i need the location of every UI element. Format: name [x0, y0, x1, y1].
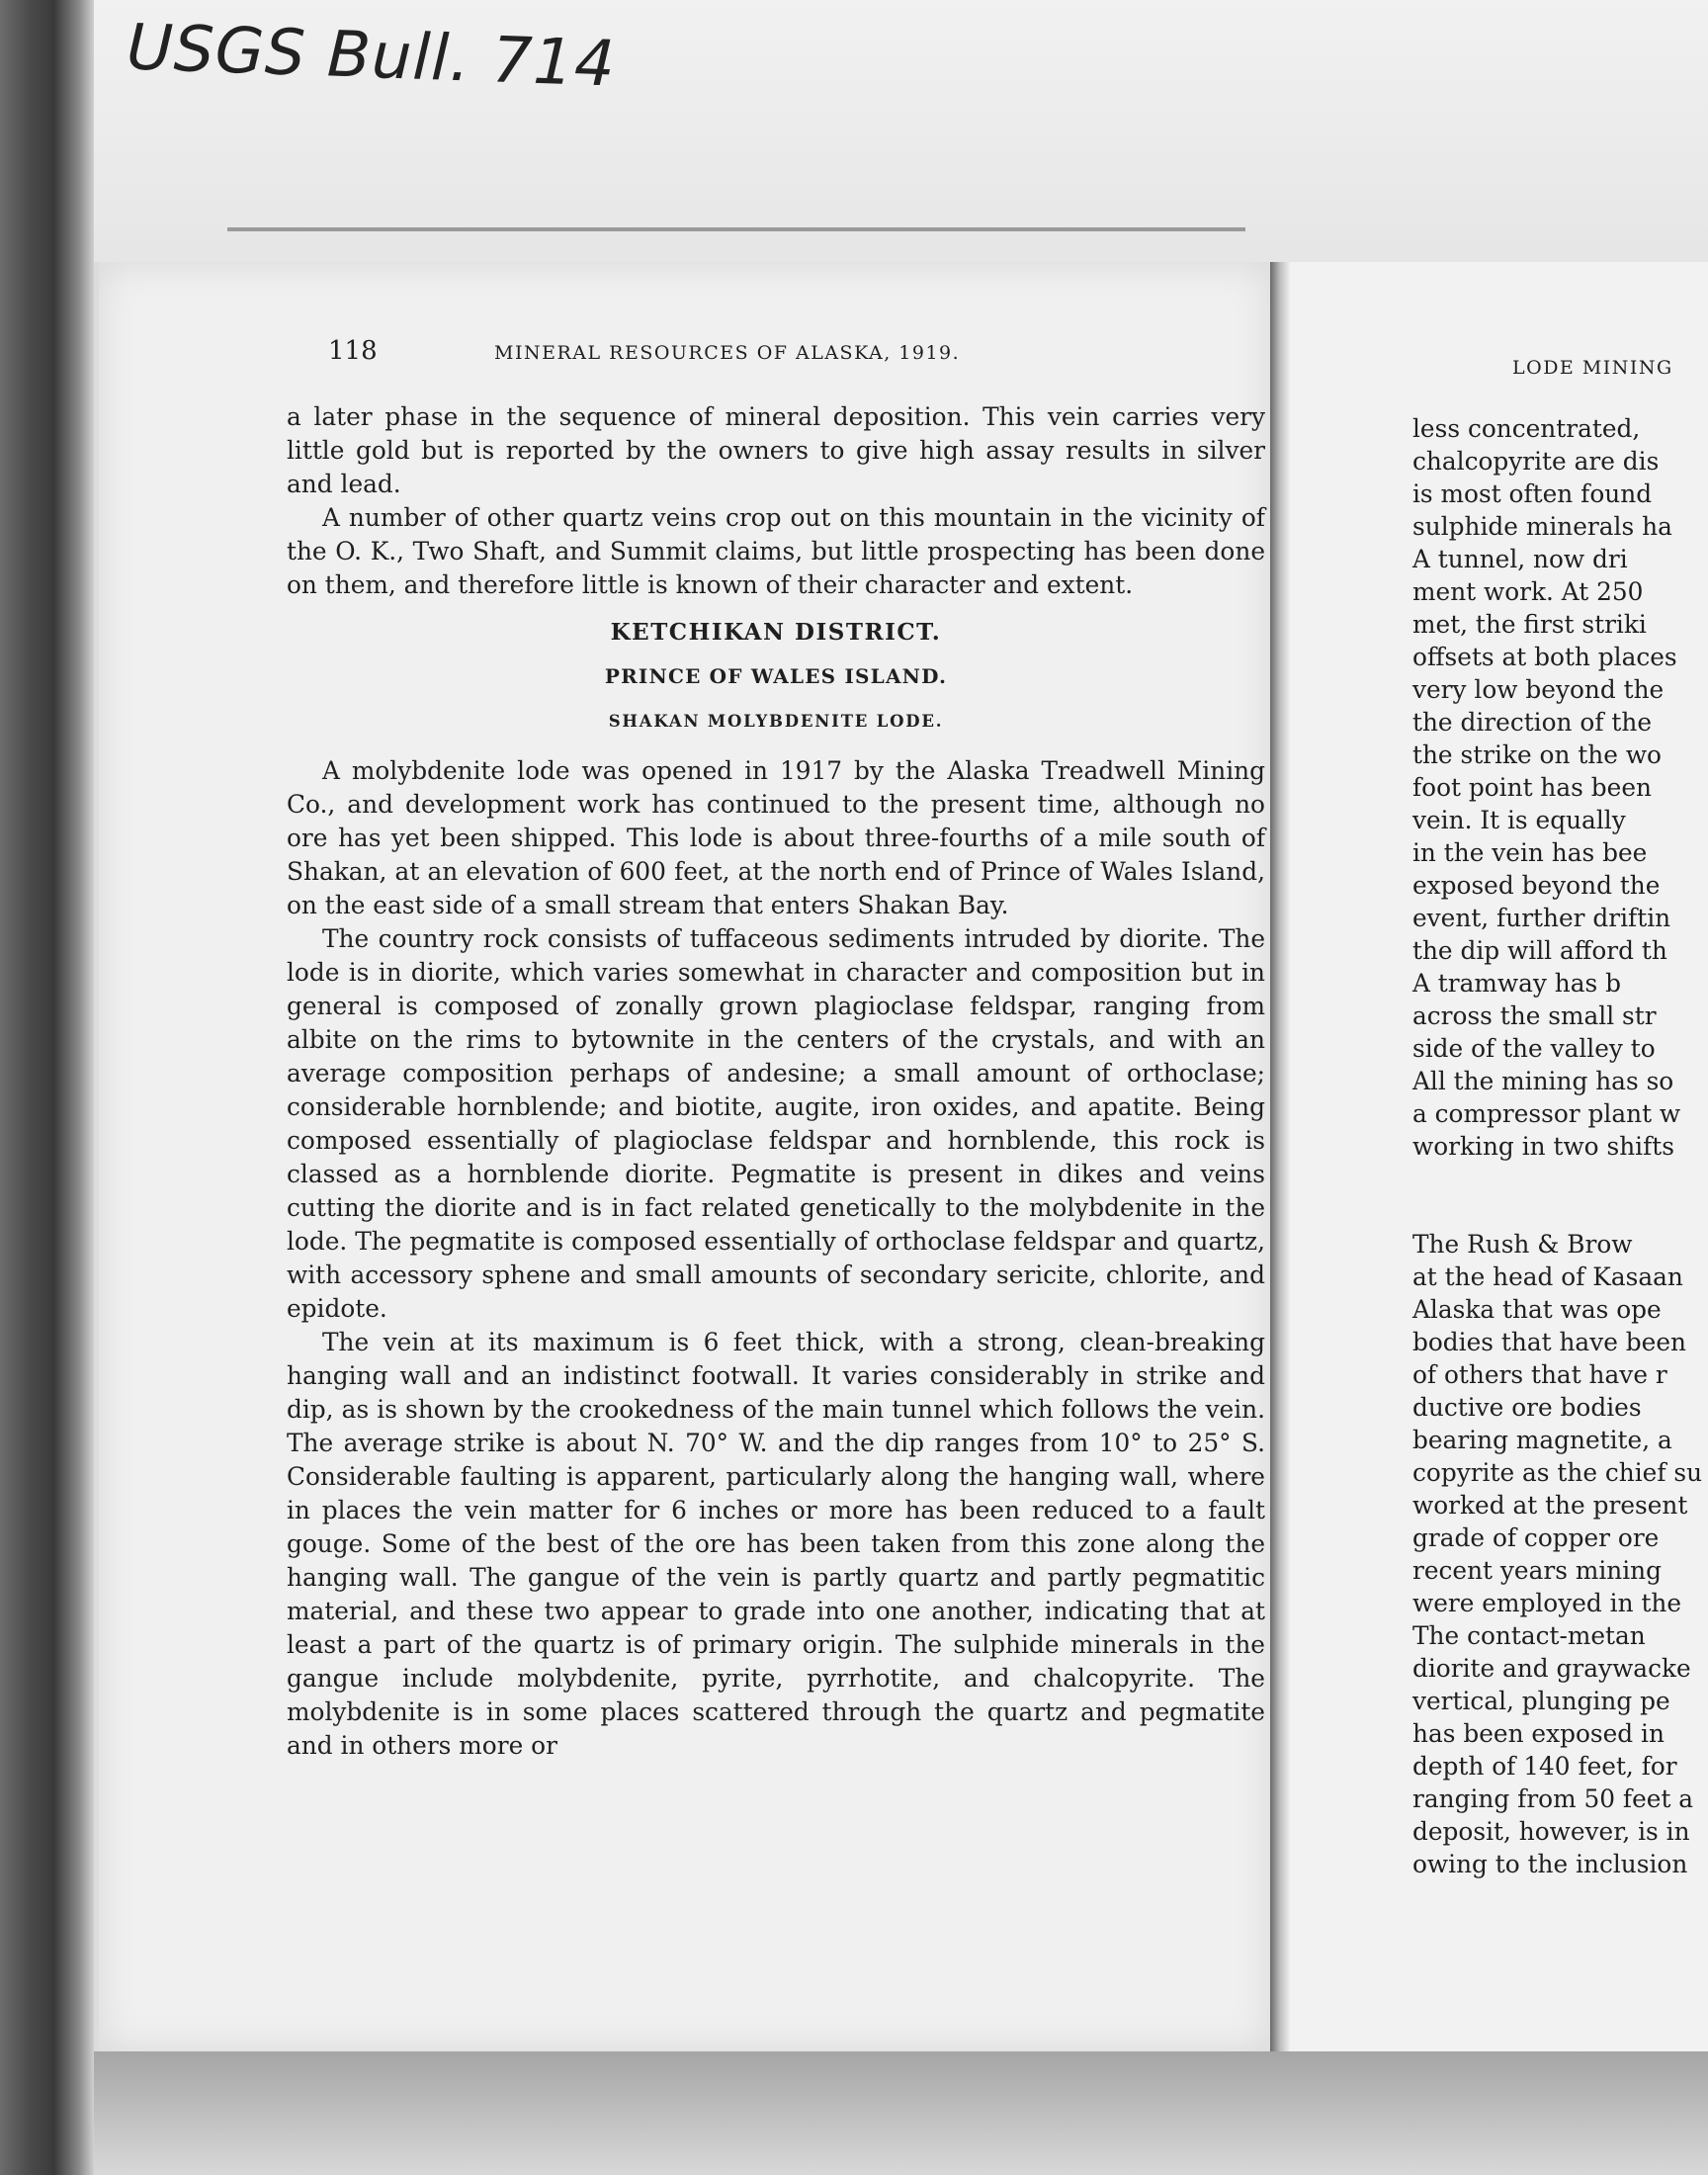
text-line: the strike on the wo — [1412, 740, 1662, 769]
right-page-text — [1412, 412, 1702, 1880]
text-line: met, the first striki — [1412, 610, 1647, 639]
paragraph: A molybdenite lode was opened in 1917 by the Alaska Treadwell Mining Co., and development work has continued to the present time, although no ore has yet been shipped. This lode is about three-fourths of a mile south of Shakan, at an elevation of 600 feet, at the north end of Prince of Wales Island, on the east side of a small stream that enters Shakan Bay. — [287, 756, 1265, 919]
text-line: ductive ore bodies — [1412, 1393, 1642, 1422]
text-line: bearing magnetite, a — [1412, 1426, 1672, 1454]
section-gap — [1412, 1163, 1702, 1228]
text-line: in the vein has bee — [1412, 838, 1648, 867]
text-line: copyrite as the chief su — [1412, 1458, 1703, 1487]
text-line: were employed in the — [1412, 1589, 1682, 1617]
text-line: worked at the present — [1412, 1491, 1688, 1520]
text-line: side of the valley to — [1412, 1034, 1656, 1063]
text-line: sulphide minerals ha — [1412, 512, 1672, 541]
text-line: at the head of Kasaan — [1412, 1262, 1683, 1291]
text-line: offsets at both places — [1412, 643, 1677, 671]
text-line: across the small str — [1412, 1001, 1657, 1030]
page-number: 118 — [328, 336, 378, 366]
running-head — [328, 336, 1099, 376]
text-line: bodies that have been — [1412, 1328, 1686, 1356]
text-line: chalcopyrite are dis — [1412, 447, 1660, 476]
paragraph: The vein at its maximum is 6 feet thick, with a strong, clean-breaking hanging wall and an indistinct footwall. It varies considerably in strike and dip, as is shown by the crookedness of the main tunnel which follows the vein. The average strike is about N. 70° W. and the dip ranges from 10° to 25° S. Considerable faulting is apparent, particularly along the hanging wall, where in places the vein matter for 6 inches or more has been reduced to a fault gouge. Some of the best of the ore has been taken from this zone along the hanging wall. The gangue of the vein is partly quartz and partly pegmatitic material, and these two appear to grade into one another, indicating that at least a part of the quartz is of primary origin. The sulphide minerals in the gangue include molybdenite, pyrite, pyrrhotite, and chalcopyrite. The molybdenite is in some places scattered through the quartz and pegmatite and in others more or — [287, 1328, 1265, 1760]
scan-edge-shadow — [0, 0, 94, 2175]
right-running-title: LODE MINING — [1512, 357, 1673, 379]
text-line: All the mining has so — [1412, 1067, 1674, 1095]
text-line: the dip will afford th — [1412, 936, 1667, 965]
text-line: The contact-metan — [1412, 1621, 1646, 1650]
text-line: vertical, plunging pe — [1412, 1687, 1670, 1715]
text-line: has been exposed in — [1412, 1719, 1665, 1748]
sheet-edge — [227, 227, 1245, 231]
lode-heading: SHAKAN MOLYBDENITE LODE. — [608, 712, 944, 731]
text-line: Alaska that was ope — [1412, 1295, 1662, 1324]
text-line: A tunnel, now dri — [1412, 545, 1628, 573]
paragraph: A number of other quartz veins crop out on this mountain in the vicinity of the O. K., Two Shaft, and Summit claims, but little prospecting has been done on them, and therefore little is known of their character and extent. — [287, 503, 1265, 599]
text-line: depth of 140 feet, for — [1412, 1752, 1677, 1781]
handwritten-annotation: USGS Bull. 714 — [125, 11, 618, 102]
text-line: foot point has been — [1412, 773, 1652, 802]
text-line: the direction of the — [1412, 708, 1652, 737]
text-line: deposit, however, is in — [1412, 1817, 1690, 1846]
text-line: working in two shifts — [1412, 1132, 1674, 1161]
running-title: MINERAL RESOURCES OF ALASKA, 1919. — [494, 342, 961, 364]
island-heading: PRINCE OF WALES ISLAND. — [604, 664, 948, 688]
text-line: ranging from 50 feet a — [1412, 1784, 1694, 1813]
paragraph: a later phase in the sequence of mineral deposition. This vein carries very little gold but is reported by the owners to give high assay results in silver and lead. — [287, 402, 1265, 498]
text-line: event, further driftin — [1412, 904, 1671, 932]
text-line: diorite and graywacke — [1412, 1654, 1691, 1683]
text-line: grade of copper ore — [1412, 1523, 1660, 1552]
text-line: of others that have r — [1412, 1360, 1667, 1389]
text-line: The Rush & Brow — [1412, 1230, 1633, 1259]
paragraph: The country rock consists of tuffaceous sediments intruded by diorite. The lode is in diorite, which varies somewhat in character and composition but in general is composed of zonally grown plagioclase feldspar, ranging from albite on the rims to bytownite in the centers of the crystals, and with an average composition perhaps of andesine; a small amount of orthoclase; considerable hornblende; and biotite, augite, iron oxides, and apatite. Being composed essentially of plagioclase feldspar and hornblende, this rock is classed as a hornblende diorite. Pegmatite is present in dikes and veins cutting the diorite and is in fact related genetically to the molybdenite in the lode. The pegmatite is composed essentially of orthoclase feldspar and quartz, with accessory sphene and small amounts of secondary sericite, chlorite, and epidote. — [287, 924, 1265, 1323]
text-line: is most often found — [1412, 479, 1653, 508]
text-line: very low beyond the — [1412, 675, 1665, 704]
text-line: A tramway has b — [1412, 969, 1622, 998]
text-line: exposed beyond the — [1412, 871, 1661, 900]
text-line: less concentrated, — [1412, 414, 1641, 443]
district-heading: KETCHIKAN DISTRICT. — [610, 619, 942, 646]
left-page — [99, 262, 1276, 2051]
text-line: a compressor plant w — [1412, 1099, 1681, 1128]
book-gutter — [1270, 262, 1290, 2051]
text-line: ment work. At 250 — [1412, 577, 1644, 606]
right-page — [1290, 262, 1708, 2051]
text-line: vein. It is equally — [1412, 806, 1626, 834]
text-line: owing to the inclusion — [1412, 1850, 1688, 1878]
text-line: recent years mining — [1412, 1556, 1663, 1585]
body-text — [287, 400, 1265, 1763]
bottom-strip — [94, 2051, 1708, 2175]
